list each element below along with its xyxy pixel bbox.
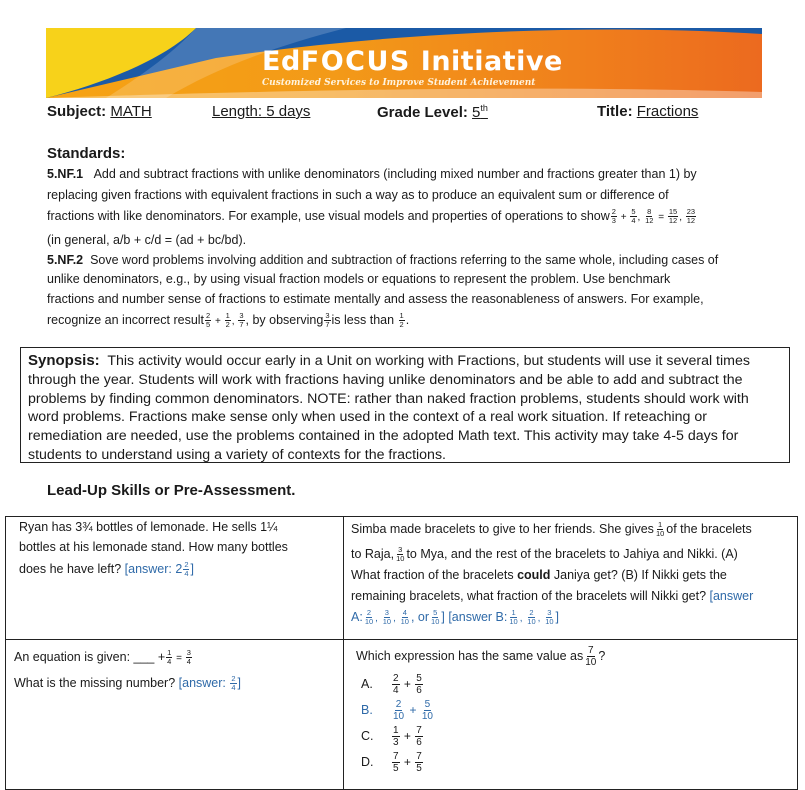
fraction: $\frac{7}{5}$ <box>416 751 422 775</box>
table-divider <box>6 639 797 640</box>
fraction <box>323 311 331 330</box>
fraction: $\frac{2}{5}$ <box>206 311 211 330</box>
standard-nf2-line4: recognize an incorrect result $\frac{2}{5}$ + $\frac{1}{2}$ , $\frac{3}{7}$ , by observing $\frac{3}{7}$ is less than $\frac{1}{2}$ . <box>47 311 410 330</box>
fraction: $\frac{3}{10}$ <box>545 608 554 627</box>
fraction: $\frac{2}{4}$ <box>393 673 399 697</box>
option-c[interactable]: C. $\frac{1}{3}$ + $\frac{7}{6}$ <box>361 725 422 749</box>
option-b-correct[interactable]: B. $\frac{2}{10}$ + $\frac{5}{10}$ <box>361 699 433 723</box>
question-bracelets: Simba made bracelets to give to her friends. She gives $\frac{1}{10}$ of the bracelets to Raja, $\frac{3}{10}$ to Mya, and the rest of the bracelets to Jahiya and Nikki. (A) What fraction of the bracelets could Janiya get? (B) If Nikki gets the remaining bracelets, what fraction of the bracelets will Nikki get? [answer A: $\frac{2}{10}$ , $\frac{3}{10}$ , $\frac{4}{10}$ , or $\frac{5}{10}$ ] [answer B: $\frac{1}{10}$ , $\frac{2}{10}$ , $\frac{3}{10}$ ] <box>351 519 796 629</box>
fraction: $\frac{1}{2}$ <box>225 311 230 330</box>
fraction: $\frac{5}{6}$ <box>416 673 422 697</box>
standard-nf1-line2: replacing given fractions with equivalent fractions in such a way as to produce an equivalent sum or difference of <box>47 188 669 202</box>
fraction: $\frac{7}{10}$ <box>585 645 597 668</box>
standards-heading: Standards: <box>47 145 126 162</box>
fraction: $\frac{2}{10}$ <box>393 699 405 723</box>
fraction: $\frac{1}{10}$ <box>509 608 518 627</box>
fraction: $\frac{2}{3}$ <box>611 207 616 226</box>
standard-nf1-line3: fractions with like denominators. For example, use visual models and properties of operations to show $\frac{2}{3}$ + $\frac{5}{4}$ , $\frac{8}{12}$ = $\frac{15}{12}$ , $\frac{23}{12}$ <box>47 207 696 226</box>
fraction <box>583 645 598 668</box>
fraction: $\frac{8}{12}$ <box>645 207 654 226</box>
lead-up-table <box>5 516 798 790</box>
standard-nf2-line1: 5.NF.2 Sove word problems involving addition and subtraction of fractions referring to the same whole, including cases of <box>47 253 719 267</box>
fraction <box>394 545 406 564</box>
fraction: $\frac{1}{4}$ <box>167 648 172 667</box>
fraction: $\frac{1}{10}$ <box>655 520 665 539</box>
question-same-value: Which expression has the same value as $\frac{7}{10}$ ? A. $\frac{2}{4}$ + $\frac{5}{6}$ B. $\frac{2}{10}$ + $\frac{5}{10}$ C. $\frac{1}{3}$ + $\frac{7}{6}$ D. $\frac{7}{5}$ + $\frac{7}{5}$ <box>356 645 796 775</box>
fraction: $\frac{23}{12}$ <box>686 207 696 226</box>
fraction-equation: $\frac{1}{4}$ = $\frac{3}{4}$ <box>167 648 191 667</box>
fraction: $\frac{5}{10}$ <box>421 699 433 723</box>
grade-level-field: Grade Level: 5th <box>377 103 488 121</box>
synopsis-box <box>20 347 790 463</box>
standard-nf2-line2: unlike denominators, e.g., by using visual fraction models or equations to represent the problem. Use benchmark <box>47 272 671 286</box>
fraction-equation: $\frac{2}{3}$ + $\frac{5}{4}$ , $\frac{8}{12}$ = $\frac{15}{12}$ , $\frac{23}{12}$ <box>611 207 696 226</box>
answer-lemonade: [answer: 2 $\frac{2}{4}$ ] <box>124 560 194 579</box>
standard-nf1-line1: 5.NF.1 Add and subtract fractions with unlike denominators (including mixed number and fractions greater than 1) by <box>47 167 697 181</box>
fraction: $\frac{4}{10}$ <box>400 608 409 627</box>
fraction-equation: $\frac{2}{5}$ + $\frac{1}{2}$ , $\frac{3}{7}$ <box>206 311 244 330</box>
question-lemonade: Ryan has 3¾ bottles of lemonade. He sells 1¼ bottles at his lemonade stand. How many bottles does he have left? [answer: 2 $\frac{2}{4}$ ] <box>19 520 288 579</box>
synopsis-text: Synopsis: This activity would occur early in a Unit on working with Fractions, but students will use it several times through the year. Students will work with fractions having unlike denominators and be able to add and subtract the problems by finding common denominators. NOTE: rather than naked fraction problems, students should work with word problems. Fractions make sense only when used in the context of a real work situation. If reteaching or remediation are needed, use the problems contained in the adopted Math text. This activity may take 4-5 days for students to understand using a variety of contexts for the fractions. <box>28 352 750 463</box>
fraction: $\frac{3}{7}$ <box>325 311 330 330</box>
fraction: $\frac{3}{10}$ <box>382 608 392 627</box>
answer-bracelets: A: $\frac{2}{10}$ , $\frac{3}{10}$ , $\frac{4}{10}$ , or $\frac{5}{10}$ ] [answer B: $\frac{1}{10}$ , $\frac{2}{10}$ , $\frac{3}{10}$ ] <box>351 608 560 627</box>
banner <box>46 28 762 98</box>
fraction: $\frac{7}{5}$ <box>393 751 399 775</box>
fraction: $\frac{3}{10}$ <box>396 545 405 564</box>
title-field: Title: Fractions <box>597 103 699 120</box>
length-field: Length: 5 days <box>212 103 311 120</box>
fraction: $\frac{5}{4}$ <box>631 207 636 226</box>
fraction: $\frac{2}{4}$ <box>231 674 236 693</box>
fraction <box>398 311 406 330</box>
answer-missing-number: [answer: $\frac{2}{4}$ ] <box>178 674 242 693</box>
fraction <box>429 608 441 627</box>
fraction: $\frac{15}{12}$ <box>668 207 678 226</box>
fraction <box>229 674 237 693</box>
fraction: $\frac{2}{4}$ <box>184 560 189 579</box>
fraction: $\frac{1}{2}$ <box>399 311 404 330</box>
question-missing-number: An equation is given: ___ + $\frac{1}{4}$ = $\frac{3}{4}$ What is the missing number? [answer: $\frac{2}{4}$ ] <box>14 648 242 693</box>
fraction: $\frac{2}{10}$ <box>364 608 374 627</box>
fraction: $\frac{1}{3}$ <box>393 725 399 749</box>
fraction-expression: $\frac{2}{4}$ + $\frac{5}{6}$ <box>393 673 422 697</box>
fraction-list: $\frac{1}{10}$ , $\frac{2}{10}$ , $\frac{3}{10}$ <box>509 608 554 627</box>
fraction: $\frac{2}{10}$ <box>527 608 536 627</box>
banner-tagline: Customized Services to Improve Student Achievement <box>262 78 536 88</box>
fraction-expression: $\frac{1}{3}$ + $\frac{7}{6}$ <box>393 725 422 749</box>
fraction: $\frac{3}{7}$ <box>239 311 244 330</box>
option-d[interactable]: D. $\frac{7}{5}$ + $\frac{7}{5}$ <box>361 751 422 775</box>
subject-field: Subject: MATH <box>47 103 152 120</box>
standard-nf2-line3: fractions and number sense of fractions to estimate mentally and assess the reasonableness of answers. For example, <box>47 292 704 306</box>
fraction-expression: $\frac{7}{5}$ + $\frac{7}{5}$ <box>393 751 422 775</box>
fraction-expression: $\frac{2}{10}$ + $\frac{5}{10}$ <box>393 699 433 723</box>
fraction: $\frac{5}{10}$ <box>431 608 440 627</box>
table-divider <box>343 517 344 789</box>
fraction: $\frac{7}{6}$ <box>416 725 422 749</box>
banner-title: EdFOCUS Initiative <box>262 46 563 77</box>
fraction-list: $\frac{2}{10}$ , $\frac{3}{10}$ , $\frac{4}{10}$ <box>364 608 409 627</box>
standard-nf1-line4: (in general, a/b + c/d = (ad + bc/bd). <box>47 233 247 247</box>
lead-up-heading: Lead-Up Skills or Pre-Assessment. <box>47 482 296 499</box>
fraction <box>654 520 666 539</box>
option-a[interactable]: A. $\frac{2}{4}$ + $\frac{5}{6}$ <box>361 673 422 697</box>
fraction: $\frac{3}{4}$ <box>186 648 191 667</box>
